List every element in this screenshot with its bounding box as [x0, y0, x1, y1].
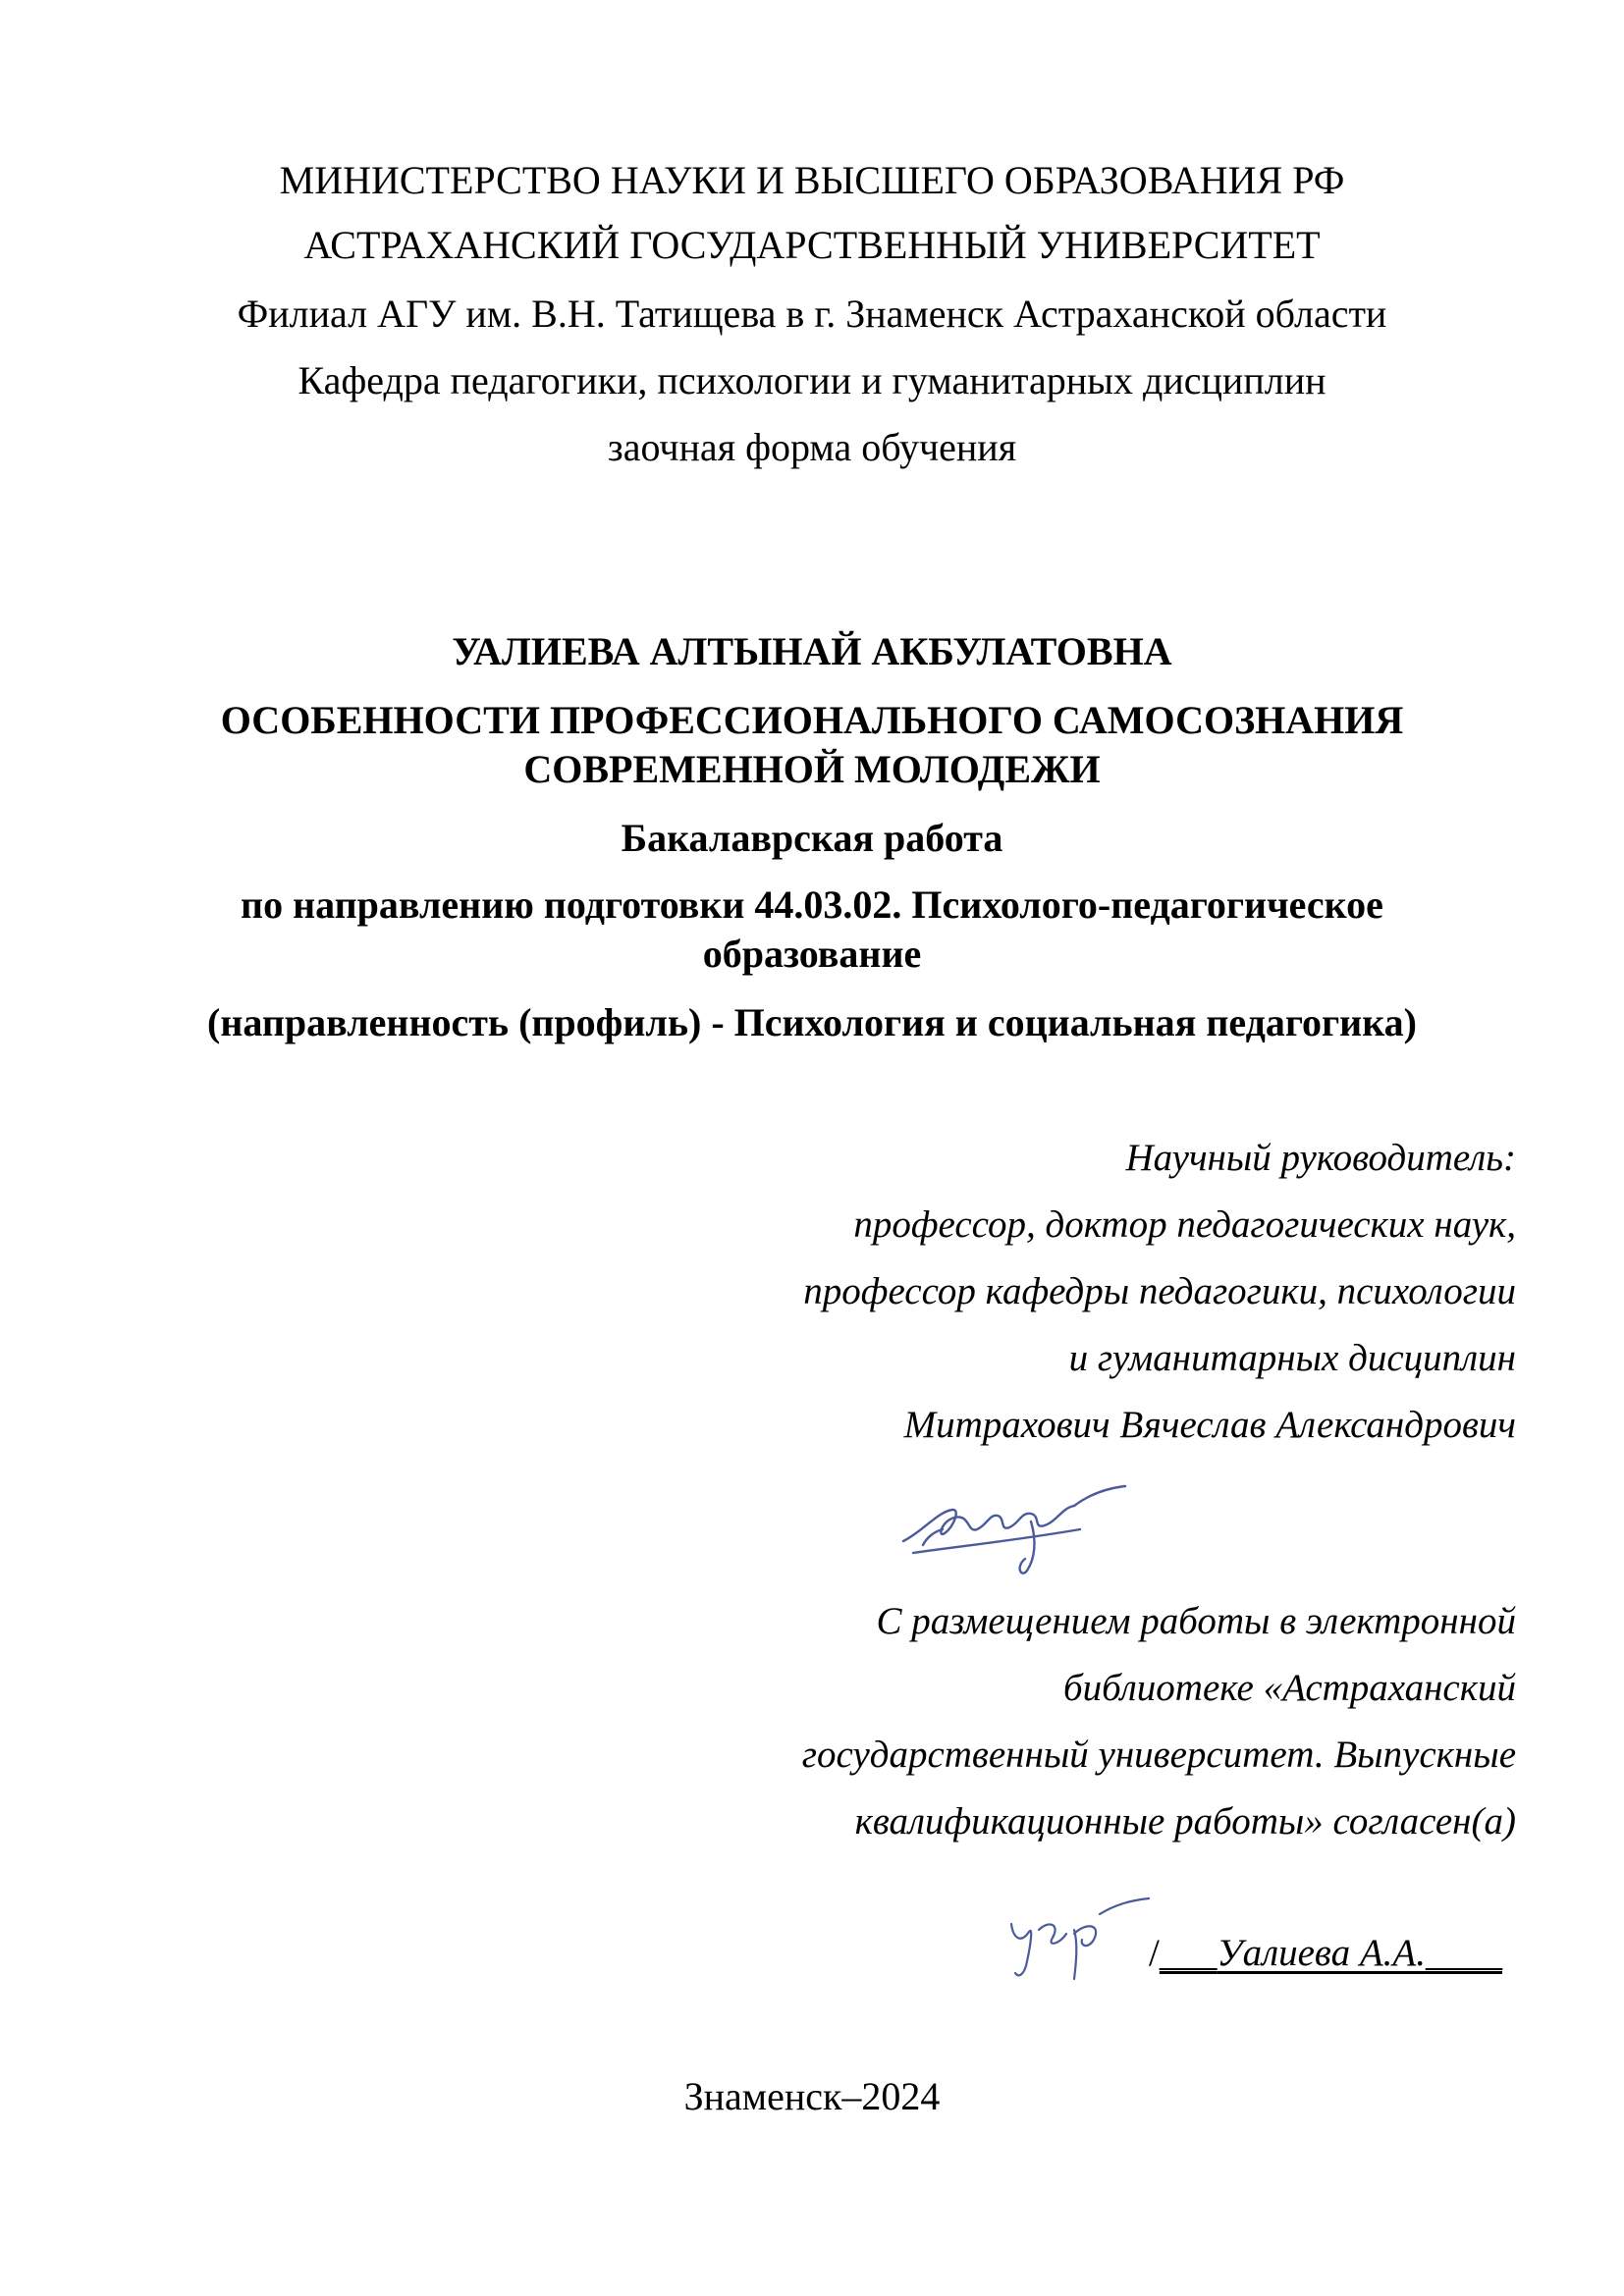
work-title-line-1: ОСОБЕННОСТИ ПРОФЕССИОНАЛЬНОГО САМОСОЗНАНИЯ: [220, 698, 1404, 742]
supervisor-department: и гуманитарных дисциплин: [1068, 1337, 1516, 1379]
place-year: Знаменск–2024: [683, 2074, 941, 2118]
consent-line-1: С размещением работы в электронной: [876, 1600, 1516, 1642]
supervisor-name: Митрахович Вячеслав Александрович: [903, 1404, 1516, 1446]
direction-line-1: по направлению подготовки 44.03.02. Психолого-педагогическое: [241, 882, 1383, 927]
branch-line: Филиал АГУ им. В.Н. Татищева в г. Знаменск Астраханской области: [237, 292, 1387, 336]
department-line: Кафедра педагогики, психологии и гуманитарных дисциплин: [298, 358, 1326, 402]
profile-line: (направленность (профиль) - Психология и социальная педагогика): [207, 1000, 1417, 1044]
work-type: Бакалаврская работа: [621, 816, 1003, 860]
supervisor-degree: профессор, доктор педагогических наук,: [853, 1203, 1516, 1246]
student-name: Уалиева А.А.: [1217, 1932, 1426, 1974]
student-signature-line: [1149, 1930, 1502, 1977]
supervisor-signature: [884, 1472, 1139, 1580]
signature-blank-before: ___: [1159, 1932, 1218, 1974]
university-line: АСТРАХАНСКИЙ ГОСУДАРСТВЕННЫЙ УНИВЕРСИТЕТ: [303, 223, 1321, 267]
work-title-line-2: СОВРЕМЕННОЙ МОЛОДЕЖИ: [523, 747, 1101, 791]
student-signature: [992, 1885, 1168, 1993]
signature-slash: /: [1149, 1932, 1160, 1974]
supervisor-label: Научный руководитель:: [1125, 1137, 1516, 1179]
ministry-line: МИНИСТЕРСТВО НАУКИ И ВЫСШЕГО ОБРАЗОВАНИЯ РФ: [279, 158, 1345, 202]
author-name: УАЛИЕВА АЛТЫНАЙ АКБУЛАТОВНА: [452, 629, 1172, 673]
consent-line-2: библиотеке «Астраханский: [1063, 1667, 1516, 1709]
consent-line-4: квалификационные работы» согласен(а): [854, 1800, 1516, 1842]
consent-line-3: государственный университет. Выпускные: [801, 1734, 1516, 1776]
study-form-line: заочная форма обучения: [607, 425, 1017, 469]
supervisor-position: профессор кафедры педагогики, психологии: [803, 1270, 1516, 1312]
direction-line-2: образование: [702, 932, 922, 976]
signature-blank-after: ____: [1425, 1932, 1502, 1974]
